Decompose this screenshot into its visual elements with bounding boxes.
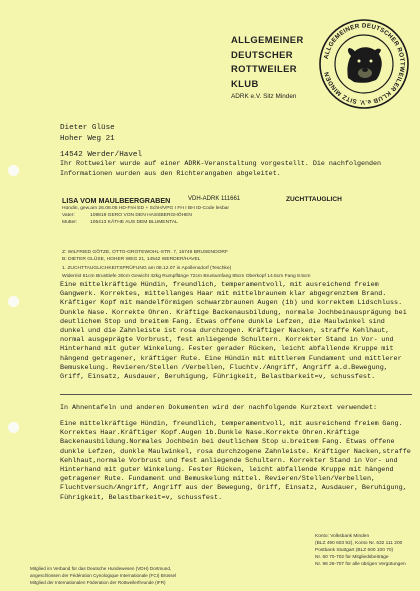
bank-line: Konto: Volksbank Minden [315,534,370,539]
club-name-line: ALLGEMEINER [231,34,304,45]
club-name-line: ROTTWEILER [231,63,297,74]
breeding-status: ZUCHTTAUGLICH [286,196,342,203]
footer-line: Mitglied der Internationalen Föderation der Rottweilerfreunde (IFR) [30,580,166,585]
dog-name: LISA VOM MAULBEERGRABEN [62,196,171,205]
club-name-line: KLUB [231,77,259,89]
dam-value: 105413 KÄTHE AUS DEM BLUMENTAL [90,220,178,225]
exam-info [62,265,310,280]
footer-line: angeschlossen der Fédération Cynologique Internationale (FCI) Brüssel [30,573,177,578]
recipient-address [60,123,142,161]
recipient-city: 14542 Werder/Havel [60,151,143,159]
club-seal-logo [318,18,410,110]
bank-line: Nr. 98 26-707 für alle übrigen Vergütungen [315,562,406,567]
exam-title: 1. ZUCHTTAUGLICHKEITSPRÜFUNG am 08.12.07 in Apollensdorf (Teschke) [62,266,232,271]
short-report: Eine mittelkräftige Hündin, freundlich, temperamentvoll, mit ausreichend freiem Gang. Korrektes Haar.Kräftiger Kopf.Augen 1b.Dunkle Nase.Korrekte Ohren.Kräftige Backenausbildung.Normales Jochbein bei deutlichem Stop u.breitem Fang. Etwas offene dunkle Lefzen, dunkle Maulwinkel, rosa durchzogene Zahnleiste. Kräftiger Nacken,straffe Kehlhaut,normale Vorbrust und fest anliegende Schultern. Korrekter Stand in Vor- und Hinterhand mit guter Winkelung. Fester Rücken, leicht abfallende Kruppe mit hängend getragener Rute. Fundament und Bemuskelung mittel. Revieren/Stellen/Verbellen, Fluchtversuch/Angriff, Angriff aus der Bewegung, Griff, Einsatz, Ausdauer, Beruhigung, Führigkeit, Belastbarkeit=v, schussfest. [60,420,411,502]
sire-value: 109819 GERO VON DEN HASSBERGHÖHEN [90,213,192,218]
punch-hole [8,422,19,433]
dam-label: Mutter: [62,220,78,225]
sire-row [62,212,382,219]
vdh-number: VDH-ADRK 111661 [188,196,241,202]
punch-hole [8,296,19,307]
svg-text:ALLGEMEINER DEUTSCHER ROTTWEIL: ALLGEMEINER DEUTSCHER ROTTWEILER KLUB e.V. SITZ MINDEN [322,22,406,106]
punch-hole [8,165,19,176]
bank-info [315,533,406,568]
club-name-line: DEUTSCHER [231,48,293,60]
measurements: Widerrist 61cm Brusttiefe 30cm Gewicht 42kg Rumpflänge 72cm Brustumfang 85cm Oberkopf 14.5cm Fang 8.5cm [62,273,311,279]
bank-line: (BLZ 490 603 92), Konto Nr. 632 111 200 [315,541,403,546]
dog-details [62,205,382,226]
breeder-owner [62,249,228,263]
club-name [231,33,326,91]
footer-line: Mitglied im Verband für das Deutsche Hundewesen (VDH) Dortmund, [30,566,172,571]
dam-row [62,219,382,226]
intro-text: Ihr Rottweiler wurde auf einer ADRK-Veranstaltung vorgestellt. Die nachfolgenden Informationen wurden aus den Richterangaben abgeleitet. [60,160,382,178]
dog-info-line: Hündin, gew.am 26.08.05 HD-Frei ED + SchH/VPG I FH I BH ID-Code lesbar [62,206,230,211]
sire-label: Vater: [62,213,75,218]
club-seat: ADRK e.V. Sitz Minden [231,93,297,100]
bank-line: Nr. 60 70-702 für Mitgliedsbeiträge [315,555,389,560]
bank-line: Postbank Stuttgart (BLZ 600 100 70) [315,548,394,553]
section-divider [60,394,412,395]
recipient-name: Dieter Glüse [60,124,115,132]
recipient-street: Hoher Weg 21 [60,135,115,143]
breeder-line: Z: WILFRIED GÖTZE, OTTO-GROTEWOHL-STR. 7, 15749 BRUSENDORF [62,250,228,255]
judge-report: Eine mittelkräftige Hündin, freundlich, temperamentvoll, mit ausreichend freiem Gangwerk. Korrektes, mittellanges Haar mit mittelbraunem klar abgegrenztem Brand. Kräftiger Kopf mit mandelförmigen schwarzbraunen Augen (1b) und korrektem Lidschluss. Dunkle Nase. Korrekte Ohren. Kräftige Backenausbildung, normale Jochbeinausprägung bei deutlichem Stop und breitem Fang. Etwas offene dunkle Lefzen, die Maulwinkel sind dunkel und die Zahnleiste ist rosa durchzogen. Kräftiger Nacken, straffe Kehlhaut, normal ausgeprägte Vorbrust, fest anliegende Schultern. Korrekter Stand in Vor- und Hinterhand mit guter Winkelung. Fester gerader Rücken, leicht abfallende Kruppe mit hängend getragener, kräftiger Rute. Eine Hündin mit mittlerem Fundament und mittlerer Bemuskelung. Revieren/Stellen /Verbellen, Fluchtv./Angriff, Angriff a.d.Bewegung, Griff, Einsatz, Ausdauer, Beruhigung, Führigkeit, Belastbarkeit=v, schussfest. [60,281,407,382]
ahnentafel-intro: In Ahnentafeln und anderen Dokumenten wird der nachfolgende Kurztext verwendet: [60,404,378,412]
membership-footer [30,565,176,586]
owner-line: B: DIETER GLÜSE, HOHER WEG 21, 14542 WERDER/HAVEL [62,257,201,262]
